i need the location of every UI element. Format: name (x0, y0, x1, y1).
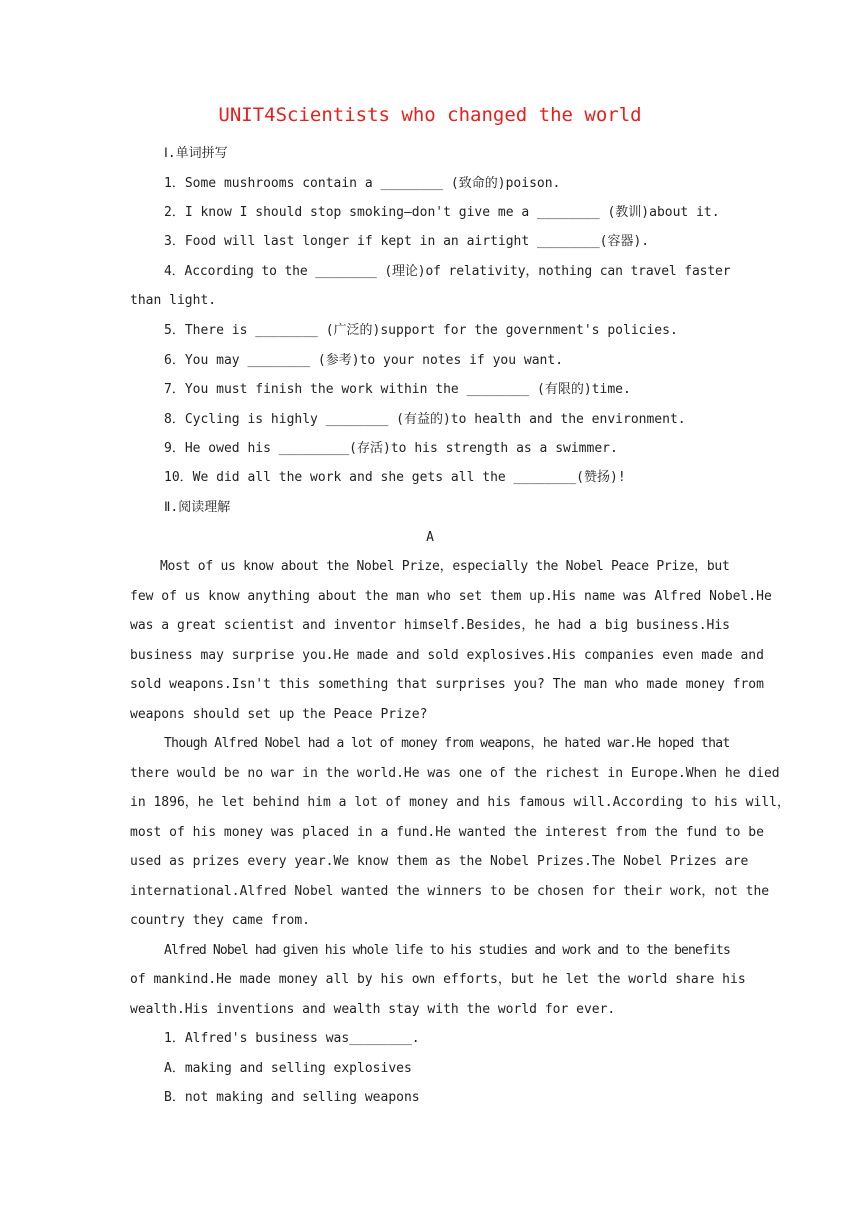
option-b: B．not making and selling weapons (164, 1090, 420, 1105)
passage-line: in 1896，he let behind him a lot of money and his famous will.According to his will， (130, 795, 790, 810)
page-title: UNIT4Scientists who changed the world (218, 104, 642, 126)
passage-line: wealth.His inventions and wealth stay with the world for ever. (130, 1002, 616, 1017)
vocab-item-4-cont: than light. (130, 293, 217, 308)
question-1: 1．Alfred's business was________. (164, 1031, 420, 1046)
passage-line: international.Alfred Nobel wanted the winners to be chosen for their work，not the (130, 884, 770, 899)
passage-line: few of us know anything about the man who set them up.His name was Alfred Nobel.He (130, 589, 772, 604)
passage-line: Though Alfred Nobel had a lot of money from weapons，he hated war.He hoped that (164, 736, 730, 751)
vocab-item-4: 4．According to the ________ (理论)of relativity，nothing can travel faster (164, 264, 731, 279)
vocab-item-9: 9．He owed his _________(存活)to his strength as a swimmer. (164, 441, 618, 456)
section1-heading: Ⅰ.单词拼写 (164, 146, 228, 161)
passage-line: most of his money was placed in a fund.He wanted the interest from the fund to be (130, 825, 764, 840)
vocab-item-8: 8．Cycling is highly ________ (有益的)to health and the environment. (164, 412, 686, 427)
vocab-item-6: 6．You may ________ (参考)to your notes if you want. (164, 353, 564, 368)
passage-label: A (426, 530, 434, 545)
passage-line: weapons should set up the Peace Prize? (130, 707, 428, 722)
section2-heading: Ⅱ.阅读理解 (164, 500, 231, 515)
passage-line: there would be no war in the world.He was one of the richest in Europe.When he died (130, 766, 780, 781)
vocab-item-1: 1．Some mushrooms contain a ________ (致命的)poison. (164, 176, 561, 191)
passage-line: used as prizes every year.We know them as the Nobel Prizes.The Nobel Prizes are (130, 854, 749, 869)
vocab-item-10: 10．We did all the work and she gets all the ________(赞扬)! (164, 470, 626, 485)
vocab-item-7: 7．You must finish the work within the ________ (有限的)time. (164, 382, 631, 397)
vocab-item-5: 5．There is ________ (广泛的)support for the government's policies. (164, 323, 678, 338)
passage-line: business may surprise you.He made and sold explosives.His companies even made and (130, 648, 764, 663)
passage-line: Alfred Nobel had given his whole life to his studies and work and to the benefits (164, 943, 730, 958)
vocab-item-3: 3．Food will last longer if kept in an airtight ________(容器). (164, 234, 650, 249)
vocab-item-2: 2．I know I should stop smoking—don't give me a ________ (教训)about it. (164, 205, 720, 220)
option-a: A．making and selling explosives (164, 1061, 412, 1076)
passage-line: Most of us know about the Nobel Prize，especially the Nobel Peace Prize，but (160, 559, 730, 574)
passage-line: was a great scientist and inventor himself.Besides，he had a big business.His (130, 618, 730, 633)
passage-line: country they came from. (130, 913, 311, 928)
passage-line: sold weapons.Isn't this something that surprises you? The man who made money from (130, 677, 764, 692)
passage-line: of mankind.He made money all by his own efforts，but he let the world share his (130, 972, 746, 987)
